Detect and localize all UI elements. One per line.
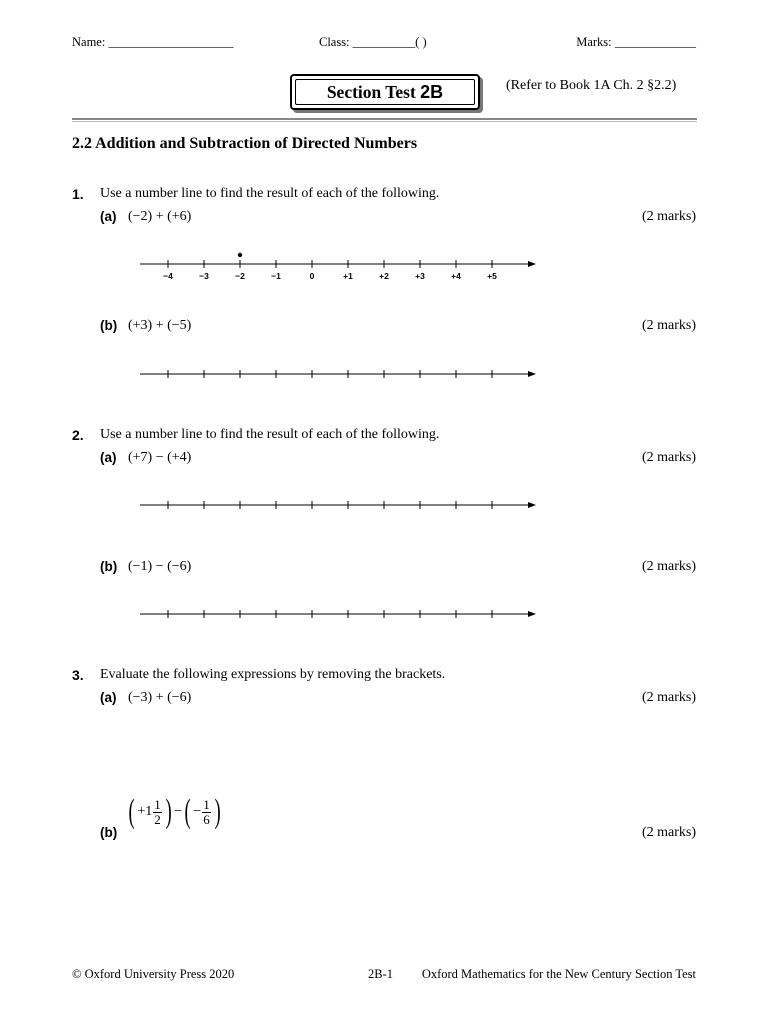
question-1b-expression: (+3) + (−5)	[128, 318, 192, 333]
question-1a-expression: (−2) + (+6)	[128, 209, 192, 224]
close-paren-1: )	[165, 793, 172, 830]
class-field[interactable]: Class: __________( )	[319, 35, 427, 49]
question-1b-marks: (2 marks)	[641, 318, 696, 333]
number-line-arrowhead	[528, 502, 536, 508]
footer-copyright: © Oxford University Press 2020	[72, 967, 235, 981]
number-line-tick-label: −4	[163, 271, 173, 281]
marks-field[interactable]: Marks: _____________	[576, 35, 696, 49]
question-1a-label: (a)	[100, 209, 117, 224]
term2-fraction	[202, 798, 211, 827]
term1-fraction	[153, 798, 162, 827]
page-title	[327, 82, 443, 103]
footer-page-number: 2B-1	[368, 967, 393, 981]
number-line-1a[interactable]	[136, 250, 540, 290]
question-1a-marks: (2 marks)	[641, 209, 696, 224]
question-1-number: 1.	[72, 186, 84, 202]
question-3a-expression: (−3) + (−6)	[128, 690, 192, 705]
question-2a-label: (a)	[100, 450, 117, 465]
number-line-start-dot	[238, 253, 242, 257]
book-reference: (Refer to Book 1A Ch. 2 §2.2)	[506, 78, 677, 93]
question-2b-expression: (−1) − (−6)	[128, 559, 192, 574]
number-line-tick-label: +2	[379, 271, 389, 281]
question-2-number: 2.	[72, 427, 84, 443]
question-1b-label: (b)	[100, 318, 118, 333]
operator: −	[174, 804, 182, 819]
header-divider	[72, 118, 697, 120]
number-line-2a[interactable]	[136, 491, 540, 531]
number-line-tick-label: 0	[309, 271, 315, 281]
question-3a-marks: (2 marks)	[641, 690, 696, 705]
number-line-tick-label: −1	[271, 271, 281, 281]
title-code: 2B	[420, 81, 444, 102]
question-3a-label: (a)	[100, 690, 117, 705]
term1-denominator: 2	[154, 811, 161, 827]
term2-numerator: 1	[203, 796, 210, 812]
header-divider-shadow	[72, 121, 697, 122]
title-prefix: Section Test	[326, 81, 421, 102]
question-2-text: Use a number line to find the result of each of the following.	[100, 427, 440, 442]
number-line-2b[interactable]	[136, 600, 540, 640]
name-field[interactable]: Name: ____________________	[72, 35, 234, 49]
question-3-number: 3.	[72, 667, 84, 683]
number-line-tick-label: +3	[415, 271, 425, 281]
open-paren-1: (	[128, 793, 135, 830]
question-3b-label: (b)	[100, 825, 118, 840]
open-paren-2: (	[184, 793, 191, 830]
section-test-title-box	[290, 74, 480, 110]
number-line-tick-label: +1	[343, 271, 353, 281]
term2-sign: −	[193, 804, 202, 819]
question-2b-label: (b)	[100, 559, 118, 574]
term1-numerator: 1	[154, 796, 161, 812]
number-line-arrowhead	[528, 261, 536, 267]
number-line-1b[interactable]	[136, 360, 540, 400]
number-line-tick-label: −3	[199, 271, 209, 281]
term1-whole: 1	[145, 804, 153, 819]
number-line-tick-label: −2	[235, 271, 245, 281]
number-line-tick-label: +5	[487, 271, 497, 281]
question-2a-expression: (+7) − (+4)	[128, 450, 192, 465]
question-2a-marks: (2 marks)	[641, 450, 696, 465]
term1-sign: +	[137, 804, 146, 819]
number-line-arrowhead	[528, 371, 536, 377]
number-line-arrowhead	[528, 611, 536, 617]
question-3b-expression	[126, 795, 223, 843]
question-3b-marks: (2 marks)	[641, 825, 696, 840]
question-3-text: Evaluate the following expressions by removing the brackets.	[100, 667, 446, 682]
footer-book-title: Oxford Mathematics for the New Century Section Test	[421, 967, 696, 981]
section-heading: 2.2 Addition and Subtraction of Directed Numbers	[72, 135, 418, 152]
close-paren-2: )	[214, 793, 221, 830]
question-2b-marks: (2 marks)	[641, 559, 696, 574]
question-1-text: Use a number line to find the result of each of the following.	[100, 186, 440, 201]
number-line-tick-label: +4	[451, 271, 461, 281]
term2-denominator: 6	[203, 811, 210, 827]
